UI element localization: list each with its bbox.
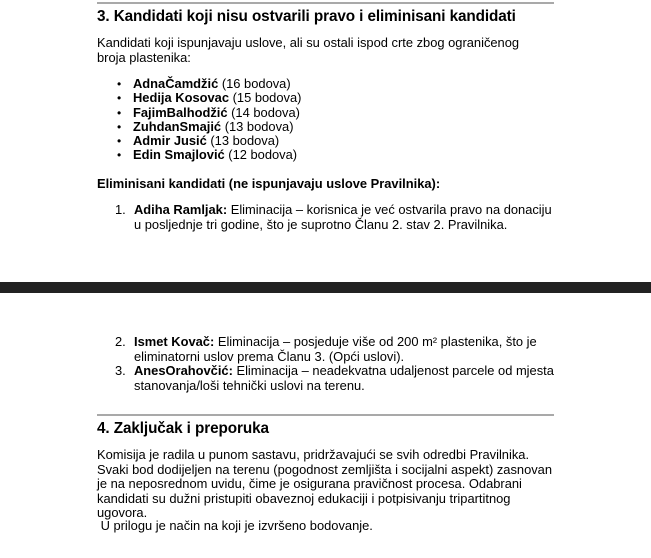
elimination-reason: Eliminacija – neadekvatna udaljenost parcele od mjesta stanovanja/loši tehnički uslovi na terenu. xyxy=(134,363,554,393)
eliminated-list-continued xyxy=(115,335,555,393)
section-divider xyxy=(97,414,554,416)
candidate-points: (12 bodova) xyxy=(228,147,298,163)
list-item xyxy=(117,106,301,120)
list-item xyxy=(117,120,301,134)
eliminated-heading: Eliminisani kandidati (ne ispunjavaju uslove Pravilnika): xyxy=(97,176,441,191)
list-item xyxy=(117,148,301,162)
candidate-name: Admir Jusić xyxy=(133,133,207,149)
candidate-name: AdnaČamdžić xyxy=(133,76,219,91)
elimination-reason: Eliminacija – korisnica je već ostvarila pravo na donaciju u posljednje tri godine, što je suprotno Članu 2. stav 2. Pravilnika. xyxy=(134,202,552,232)
list-item xyxy=(117,134,301,148)
list-item xyxy=(117,77,301,91)
candidate-name: Hedija Kosovac xyxy=(133,90,230,106)
elimination-reason: Eliminacija – posjeduje više od 200 m² plastenika, što je eliminatorni uslov prema Članu 3. (Opći uslovi). xyxy=(134,334,537,364)
item-number: 3. xyxy=(115,363,126,379)
section-4-paragraph: Komisija je radila u punom sastavu, pridržavajući se svih odredbi Pravilnika. Svaki bod dodijeljen na terenu (pogodnost zemljišta i socijalni aspekt) zasnovan je na neposrednom uvidu, čime je osigurana pravičnost procesa. Odabrani kandidati su dužni pristupiti obaveznoj edukaciji i potpisivanju tripartitnog ugovora. xyxy=(97,447,553,521)
candidate-name: ZuhdanSmajić xyxy=(133,118,222,134)
list-item xyxy=(117,91,301,105)
candidate-points: (16 bodova) xyxy=(221,76,291,91)
section-3-heading: 3. Kandidati koji nisu ostvarili pravo i eliminisani kandidati xyxy=(97,8,516,25)
section-4-heading: 4. Zaključak i preporuka xyxy=(97,420,269,437)
item-number: 2. xyxy=(115,334,126,349)
item-number: 1. xyxy=(115,202,126,217)
list-item xyxy=(115,364,555,393)
waiting-list xyxy=(117,77,301,163)
candidate-name: Edin Smajlović xyxy=(133,147,225,163)
candidate-name: AnesOrahovčić: xyxy=(134,363,233,379)
candidate-points: (14 bodova) xyxy=(231,104,300,120)
document-page-2 xyxy=(0,293,651,558)
page-break xyxy=(0,282,651,293)
list-item xyxy=(115,203,555,232)
candidate-name: FajimBalhodžić xyxy=(133,104,228,120)
list-item xyxy=(115,335,555,364)
section-3-intro: Kandidati koji ispunjavaju uslove, ali su ostali ispod crte zbog ograničenog broja plastenika: xyxy=(97,35,520,65)
candidate-name: Ismet Kovač: xyxy=(134,334,215,349)
candidate-points: (15 bodova) xyxy=(232,90,302,106)
eliminated-list xyxy=(115,203,555,232)
candidate-points: (13 bodova) xyxy=(224,118,294,134)
candidate-points: (13 bodova) xyxy=(210,133,280,149)
section-4-note: U prilogu je način na koji je izvršeno bodovanje. xyxy=(97,518,373,533)
candidate-name: Adiha Ramljak: xyxy=(134,202,228,217)
section-divider xyxy=(97,2,554,4)
